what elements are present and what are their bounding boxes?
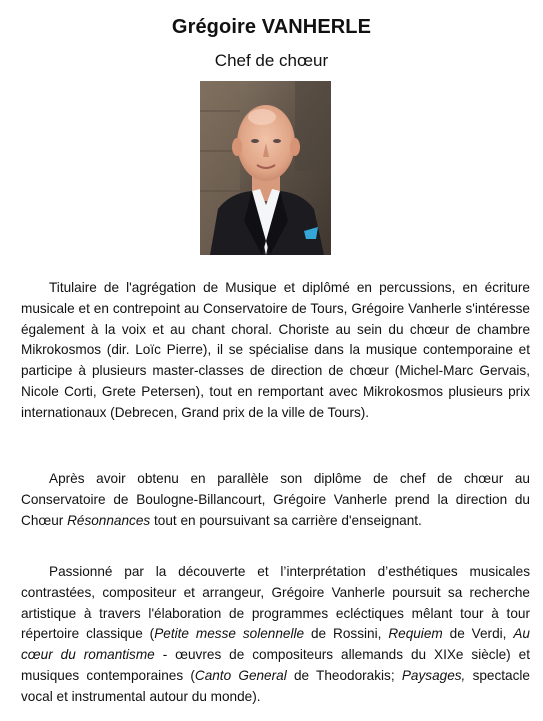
portrait-photo [200,81,331,255]
bio-paragraph-1-text: Titulaire de l'agrégation de Musique et diplômé en percussions, en écriture musicale et en contrepoint au Conservatoire de Tours, Grégoire Vanherle s'intéresse également à la voix et au chant choral. Choriste au sein du chœur de chambre Mikrokosmos (dir. Loïc Pierre), il se spécialise dans la musique contemporaine et participe à plusieurs master-classes de direction de chœur (Michel-Marc Gervais, Nicole Corti, Grete Petersen), tout en remportant avec Mikrokosmos plusieurs prix internationaux (Debrecen, Grand prix de la ville de Tours). [21,280,530,420]
bio-paragraph-3 [21,562,530,708]
bio-paragraph-3-text-3: de Verdi, [442,626,514,642]
page-title: Grégoire VANHERLE [171,16,372,38]
bio-paragraph-3-text-5: de Theodorakis; [286,667,402,683]
work-title-2: Requiem [388,626,443,642]
page-subtitle: Chef de chœur [214,51,329,70]
bio-paragraph-3-text-1: Passionné par la découverte et l’interprétation d’esthétiques musicales contrastées, compositeur et arrangeur, Grégoire Vanherle poursuit sa recherche artistique à travers l'élaboration de programmes ecléctiques mêlant tour à tour répertoire classique ( [21,564,530,642]
bio-paragraph-3-text-6: spectacle vocal et instrumental autour du monde). [21,667,530,704]
work-title-3: Au cœur du romantisme [21,626,530,663]
bio-paragraph-1 [21,278,530,424]
work-title-4: Canto General [194,667,287,683]
bio-paragraph-2-text-end: tout en poursuivant sa carrière d'enseignant. [150,512,422,528]
choir-name: Résonnances [67,512,151,528]
bio-paragraph-3-text-4: - œuvres de compositeurs allemands du XIXe siècle) et musiques contemporaines ( [21,647,530,683]
bio-paragraph-2 [21,469,530,531]
work-title-1: Petite messe solennelle [154,626,305,642]
bio-paragraph-3-text-2: de Rossini, [304,626,389,642]
work-title-5: Paysages, [401,667,466,683]
bio-paragraph-2-text: Après avoir obtenu en parallèle son diplôme de chef de chœur au Conservatoire de Boulogne-Billancourt, Grégoire Vanherle prend la direction du Chœur [21,471,530,528]
